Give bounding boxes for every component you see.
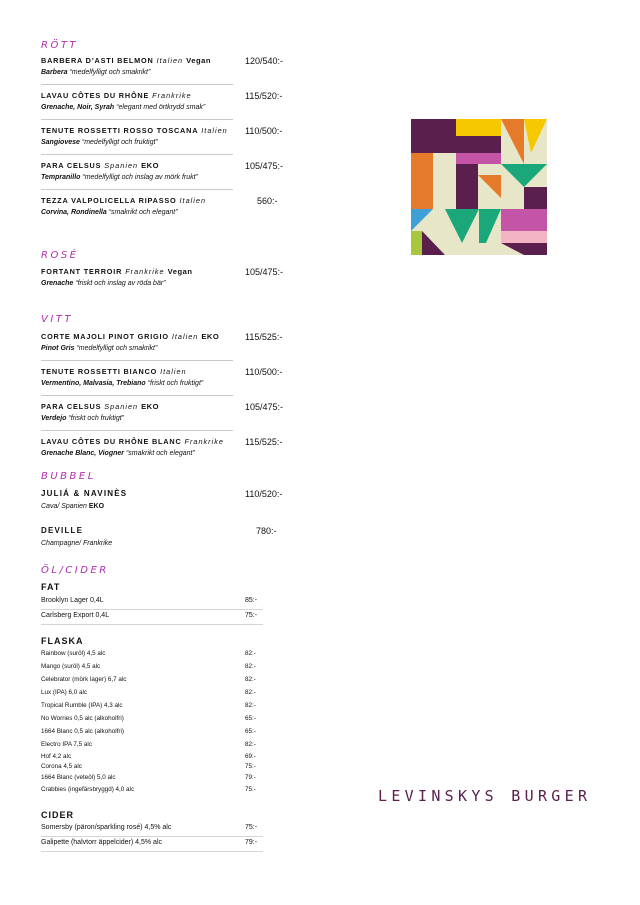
divider bbox=[41, 395, 233, 396]
wine-description: Barbera “medelfylligt och smakrikt” bbox=[41, 69, 151, 76]
wine-description: Sangiovese “medelfylligt och fruktigt” bbox=[41, 139, 158, 146]
wine-description: Corvina, Rondinella “smakrikt och elegant” bbox=[41, 209, 178, 216]
wine-name: PARA CELSUS Spanien EKO bbox=[41, 161, 160, 170]
wine-name: TEZZA VALPOLICELLA RIPASSO Italien bbox=[41, 196, 207, 205]
divider bbox=[41, 624, 263, 625]
brand-wordmark: LEVINSKYS BURGER bbox=[378, 787, 592, 805]
divider bbox=[41, 836, 263, 837]
wine-price: 110/500:- bbox=[245, 126, 283, 136]
logo-block bbox=[411, 153, 433, 209]
section-title-rose: ROSÉ bbox=[41, 250, 79, 261]
wine-price: 110/500:- bbox=[245, 367, 283, 377]
logo-block bbox=[524, 187, 547, 209]
wine-price: 560:- bbox=[257, 196, 278, 206]
cider-heading: CIDER bbox=[41, 810, 75, 820]
divider bbox=[41, 154, 233, 155]
logo-block bbox=[456, 119, 501, 136]
wine-name: FORTANT TERROIR Frankrike Vegan bbox=[41, 267, 193, 276]
wine-description: Grenache “friskt och inslag av röda bär” bbox=[41, 280, 166, 287]
wine-description: Grenache Blanc, Viogner “smakrikt och elegant” bbox=[41, 450, 195, 457]
divider bbox=[41, 360, 233, 361]
divider bbox=[41, 851, 263, 852]
wine-description: Grenache, Noir, Syrah “elegant med örtkrydd smak” bbox=[41, 104, 206, 111]
wine-name: CORTE MAJOLI PINOT GRIGIO Italien EKO bbox=[41, 332, 220, 341]
wine-price: 110/520:- bbox=[245, 489, 283, 499]
wine-description: Pinot Gris “medelfylligt och smakrikt” bbox=[41, 345, 158, 352]
wine-price: 105/475:- bbox=[245, 267, 284, 277]
wine-price: 115/525:- bbox=[245, 332, 283, 342]
logo-block bbox=[456, 136, 501, 153]
wine-description: Vermentino, Malvasia, Trebiano “friskt och fruktigt” bbox=[41, 380, 204, 387]
section-title-bubbel: BUBBEL bbox=[41, 471, 96, 482]
logo-block bbox=[456, 164, 478, 209]
geometric-logo bbox=[411, 119, 547, 255]
logo-block bbox=[501, 209, 547, 231]
divider bbox=[41, 119, 233, 120]
sparkling-name: DEVILLE bbox=[41, 526, 84, 535]
wine-name: TENUTE ROSSETTI BIANCO Italien bbox=[41, 367, 187, 376]
wine-description: Tempranillo “medelfylligt och inslag av mörk frukt” bbox=[41, 174, 198, 181]
section-title-ol-cider: ÖL/CIDER bbox=[41, 565, 109, 576]
logo-block bbox=[501, 231, 547, 243]
flaska-heading: FLASKA bbox=[41, 636, 84, 646]
divider bbox=[41, 189, 233, 190]
logo-block bbox=[456, 153, 501, 164]
sparkling-origin: Cava/ Spanien EKO bbox=[41, 503, 105, 510]
logo-block bbox=[411, 119, 456, 153]
wine-name: PARA CELSUS Spanien EKO bbox=[41, 402, 160, 411]
section-title-vitt: VITT bbox=[41, 314, 74, 325]
wine-name: TENUTE ROSSETTI ROSSO TOSCANA Italien bbox=[41, 126, 228, 135]
divider bbox=[41, 609, 263, 610]
sparkling-name: JULIÁ & NAVINÈS bbox=[41, 489, 128, 498]
logo-block bbox=[411, 231, 422, 255]
sparkling-origin: Champagne/ Frankrike bbox=[41, 540, 113, 547]
section-title-rott: RÖTT bbox=[41, 40, 79, 51]
wine-price: 780:- bbox=[256, 526, 277, 536]
wine-name: LAVAU CÔTES DU RHÔNE BLANC Frankrike bbox=[41, 437, 224, 446]
wine-price: 115/525:- bbox=[245, 437, 283, 447]
wine-name: LAVAU CÔTES DU RHÔNE Frankrike bbox=[41, 91, 192, 100]
wine-price: 120/540:- bbox=[245, 56, 284, 66]
wine-description: Verdejo “friskt och fruktigt” bbox=[41, 415, 124, 422]
wine-price: 115/520:- bbox=[245, 91, 283, 101]
fat-heading: FAT bbox=[41, 582, 61, 592]
wine-price: 105/475:- bbox=[245, 402, 284, 412]
wine-name: BARBERA D’ASTI BELMON Italien Vegan bbox=[41, 56, 211, 65]
divider bbox=[41, 84, 233, 85]
wine-price: 105/475:- bbox=[245, 161, 284, 171]
divider bbox=[41, 430, 233, 431]
